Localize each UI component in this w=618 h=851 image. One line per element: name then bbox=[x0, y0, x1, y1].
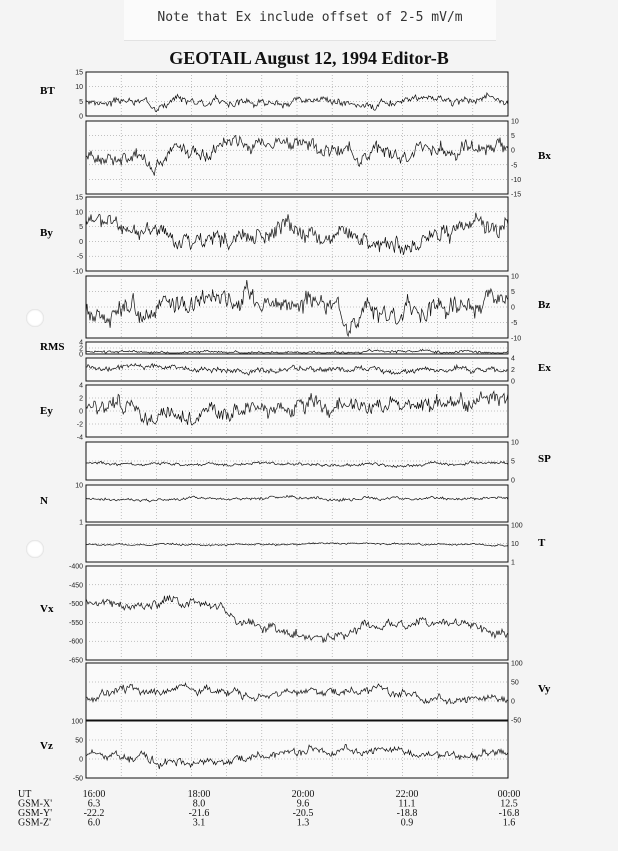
panel-vz bbox=[40, 719, 508, 783]
tick-label: 10 bbox=[511, 541, 519, 548]
orbit-row-label: GSM-Y' bbox=[18, 808, 53, 819]
tick-label: 4 bbox=[79, 339, 83, 347]
tick-label: -600 bbox=[68, 638, 83, 646]
panel-label: Vz bbox=[40, 740, 53, 752]
tick-label: -10 bbox=[72, 268, 83, 276]
panel-label: By bbox=[40, 227, 53, 239]
tick-label: 10 bbox=[75, 482, 83, 490]
tick-label: 100 bbox=[511, 522, 523, 530]
orbit-value: 16:00 bbox=[82, 789, 106, 800]
orbit-value: 00:00 bbox=[497, 789, 521, 800]
tick-label: -10 bbox=[511, 335, 522, 343]
panel-label: Ex bbox=[538, 362, 551, 374]
orbit-value: 12.5 bbox=[500, 798, 518, 810]
tick-label: -5 bbox=[511, 320, 518, 327]
panel-label: SP bbox=[538, 453, 551, 465]
tick-label: 0 bbox=[79, 113, 83, 121]
orbit-value: 11.1 bbox=[398, 798, 416, 810]
panel-label: Bx bbox=[538, 150, 551, 162]
tick-label: -500 bbox=[68, 601, 83, 609]
tick-label: -15 bbox=[511, 191, 522, 199]
tick-label: 5 bbox=[79, 98, 83, 106]
orbit-row-label: UT bbox=[18, 789, 32, 800]
panel-label: BT bbox=[40, 85, 55, 97]
orbit-value: -21.6 bbox=[188, 808, 210, 819]
orbit-value: -20.5 bbox=[292, 808, 314, 819]
orbit-value: 8.0 bbox=[192, 798, 206, 810]
orbit-value: 22:00 bbox=[395, 789, 419, 800]
tick-label: -650 bbox=[68, 657, 83, 665]
tick-label: -10 bbox=[511, 176, 522, 184]
panel-label: RMS bbox=[40, 341, 65, 353]
tick-label: 0 bbox=[79, 238, 83, 246]
tick-label: -50 bbox=[72, 775, 83, 783]
panel-ey bbox=[40, 383, 508, 442]
orbit-value: 0.9 bbox=[400, 817, 414, 829]
tick-label: -4 bbox=[76, 434, 83, 442]
tick-label: 1 bbox=[79, 519, 83, 527]
orbit-value: 1.6 bbox=[502, 817, 516, 829]
tick-label: 5 bbox=[511, 458, 515, 466]
tick-label: -400 bbox=[68, 563, 83, 571]
tick-label: 5 bbox=[79, 224, 83, 232]
tick-label: 2 bbox=[79, 345, 83, 353]
panel-bx bbox=[86, 119, 551, 199]
panel-label: Ey bbox=[40, 405, 53, 417]
panel-t bbox=[86, 523, 546, 567]
panel-bt bbox=[40, 70, 508, 121]
panel-label: Bz bbox=[538, 299, 551, 311]
panel-frame bbox=[86, 566, 508, 660]
orbit-row-label: GSM-X' bbox=[18, 798, 53, 810]
panel-label: Vy bbox=[538, 683, 551, 695]
orbit-value: 6.3 bbox=[87, 798, 101, 810]
tick-label: 4 bbox=[511, 355, 515, 363]
panel-n bbox=[40, 483, 508, 527]
panel-vy bbox=[86, 661, 551, 725]
tick-label: -550 bbox=[68, 619, 83, 627]
tick-label: 10 bbox=[511, 439, 519, 447]
tick-label: 1 bbox=[511, 559, 515, 567]
tick-label: 5 bbox=[511, 289, 515, 296]
orbit-value: 9.6 bbox=[296, 798, 310, 810]
tick-label: 50 bbox=[511, 679, 519, 687]
orbit-value: 3.1 bbox=[192, 817, 206, 829]
panel-vx bbox=[40, 564, 508, 665]
orbit-value: 18:00 bbox=[187, 789, 211, 800]
tick-label: 0 bbox=[511, 378, 515, 386]
tick-label: -450 bbox=[68, 582, 83, 590]
orbit-value: 20:00 bbox=[291, 789, 315, 800]
tick-label: 0 bbox=[511, 477, 515, 485]
tick-label: 2 bbox=[511, 367, 515, 374]
tick-label: -5 bbox=[511, 162, 518, 170]
panel-rms bbox=[40, 340, 508, 359]
panel-sp bbox=[86, 440, 551, 485]
orbit-value: -18.8 bbox=[396, 808, 418, 819]
tick-label: 10 bbox=[511, 118, 519, 126]
tick-label: 10 bbox=[75, 84, 83, 92]
orbit-value: -16.8 bbox=[498, 808, 520, 819]
tick-label: 5 bbox=[511, 133, 515, 141]
tick-label: 10 bbox=[75, 209, 83, 217]
tick-label: 100 bbox=[71, 718, 83, 726]
orbit-value: 6.0 bbox=[87, 817, 101, 829]
panel-label: Vx bbox=[40, 603, 54, 615]
tick-label: 100 bbox=[511, 660, 523, 668]
tick-label: 0 bbox=[79, 408, 83, 416]
tick-label: 4 bbox=[79, 382, 83, 390]
panel-label: T bbox=[538, 537, 546, 549]
tick-label: 0 bbox=[511, 304, 515, 312]
tick-label: 2 bbox=[79, 395, 83, 403]
tick-label: 50 bbox=[75, 737, 83, 745]
tick-label: 15 bbox=[75, 69, 83, 77]
tick-label: 0 bbox=[511, 147, 515, 155]
tick-label: -50 bbox=[511, 717, 522, 725]
panel-bz bbox=[86, 274, 550, 343]
tick-label: -2 bbox=[76, 421, 83, 429]
chart-title: GEOTAIL August 12, 1994 Editor-B bbox=[169, 48, 449, 68]
orbit-row-label: GSM-Z' bbox=[18, 817, 51, 829]
tick-label: 0 bbox=[79, 756, 83, 764]
panel-ex bbox=[86, 356, 551, 386]
note-label: Note that Ex include offset of 2-5 mV/m bbox=[124, 0, 496, 41]
tick-label: 15 bbox=[75, 194, 83, 202]
tick-label: 10 bbox=[511, 273, 519, 281]
panel-by bbox=[40, 195, 508, 276]
orbit-value: -22.2 bbox=[83, 808, 105, 819]
tick-label: 0 bbox=[79, 351, 83, 359]
orbit-value: 1.3 bbox=[296, 817, 310, 829]
tick-label: 0 bbox=[511, 698, 515, 706]
tick-label: -5 bbox=[76, 253, 83, 261]
panel-label: N bbox=[40, 495, 48, 507]
